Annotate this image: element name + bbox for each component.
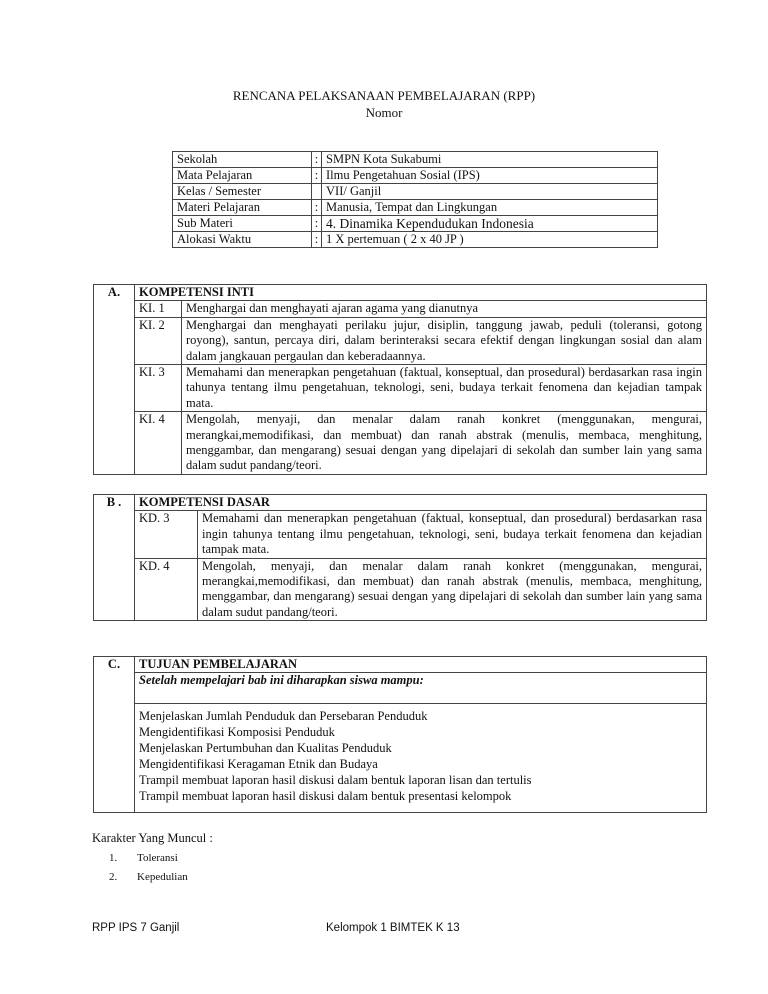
info-separator: : [312, 200, 322, 216]
info-label: Materi Pelajaran [173, 200, 312, 216]
footer-left: RPP IPS 7 Ganjil [92, 922, 180, 934]
info-value: 4. Dinamika Kependudukan Indonesia [322, 216, 658, 232]
list-item [94, 412, 707, 475]
list-item [94, 317, 707, 364]
info-separator: : [312, 216, 322, 232]
info-row [173, 152, 658, 168]
list-item [94, 301, 707, 317]
item-text: Memahami dan menerapkan pengetahuan (faktual, konseptual, dan prosedural) berdasarkan rasa ingin tahunya tentang ilmu pengetahuan, teknologi, seni, budaya terkait fenomena dan kejadian tampak mata. [198, 511, 707, 558]
list-item: Trampil membuat laporan hasil diskusi dalam bentuk laporan lisan dan tertulis [139, 773, 532, 788]
item-text: Memahami dan menerapkan pengetahuan (faktual, konseptual, dan prosedural) berdasarkan rasa ingin tahunya tentang ilmu pengetahuan, teknologi, seni, budaya terkait fenomena dan kejadian tampak mata. [182, 365, 707, 412]
objectives-list [135, 704, 707, 813]
info-row [173, 168, 658, 184]
info-label: Mata Pelajaran [173, 168, 312, 184]
info-separator: : [312, 152, 322, 168]
section-kompetensi-inti [93, 284, 707, 475]
item-number: 2. [109, 871, 118, 883]
list-item [94, 558, 707, 621]
section-kompetensi-dasar [93, 494, 707, 621]
info-label: Kelas / Semester [173, 184, 312, 200]
list-item [109, 849, 188, 868]
item-text: Kepedulian [137, 871, 188, 883]
item-text: Toleransi [137, 852, 178, 864]
document-header [0, 87, 768, 121]
karakter-heading: Karakter Yang Muncul : [92, 831, 213, 845]
info-value: SMPN Kota Sukabumi [322, 152, 658, 168]
item-code: KD. 3 [135, 511, 198, 558]
item-code: KI. 1 [135, 301, 182, 317]
section-letter: B . [94, 495, 135, 511]
list-item [109, 868, 188, 887]
info-label: Sub Materi [173, 216, 312, 232]
document-subtitle: Nomor [365, 105, 403, 120]
info-separator: : [312, 232, 322, 248]
section-title: KOMPETENSI DASAR [135, 495, 707, 511]
section-title: KOMPETENSI INTI [135, 285, 707, 301]
info-value: VII/ Ganjil [322, 184, 658, 200]
item-code: KI. 4 [135, 412, 182, 475]
section-title: TUJUAN PEMBELAJARAN [135, 657, 707, 673]
item-text: Menghargai dan menghayati perilaku jujur, disiplin, tanggung jawab, peduli (toleransi, gotong royong), santun, percaya diri, dalam berinteraksi secara efektif dengan lingkungan sosial dan alam dalam jangkauan pergaulan dan keberadaannya. [182, 317, 707, 364]
list-item [94, 365, 707, 412]
info-row [173, 216, 658, 232]
item-code: KI. 2 [135, 317, 182, 364]
info-row [173, 184, 658, 200]
list-item [94, 511, 707, 558]
karakter-list [109, 849, 188, 887]
document-title: RENCANA PELAKSANAAN PEMBELAJARAN (RPP) [232, 88, 536, 103]
info-label: Alokasi Waktu [173, 232, 312, 248]
info-value: Manusia, Tempat dan Lingkungan [322, 200, 658, 216]
item-code: KI. 3 [135, 365, 182, 412]
info-row [173, 200, 658, 216]
item-number: 1. [109, 852, 118, 864]
info-separator: : [312, 168, 322, 184]
info-value: Ilmu Pengetahuan Sosial (IPS) [322, 168, 658, 184]
info-table [172, 151, 658, 248]
item-text: Menghargai dan menghayati ajaran agama yang dianutnya [182, 301, 707, 317]
list-item: Mengidentifikasi Komposisi Penduduk [139, 725, 335, 740]
list-item: Trampil membuat laporan hasil diskusi dalam bentuk presentasi kelompok [139, 789, 512, 804]
section-letter: A. [94, 285, 135, 301]
section-letter: C. [94, 657, 135, 673]
item-code: KD. 4 [135, 558, 198, 621]
footer-center: Kelompok 1 BIMTEK K 13 [326, 922, 460, 934]
section-intro: Setelah mempelajari bab ini diharapkan siswa mampu: [139, 673, 424, 688]
list-item: Menjelaskan Pertumbuhan dan Kualitas Penduduk [139, 741, 392, 756]
item-text: Mengolah, menyaji, dan menalar dalam ranah konkret (menggunakan, mengurai, merangkai,memodifikasi, dan membuat) dan ranah abstrak (menulis, membaca, menghitung, menggambar, dan mengarang) sesuai dengan yang dipelajari di sekolah dan sumber lain yang sama dalam sudut pandang/teori. [198, 558, 707, 621]
info-row [173, 232, 658, 248]
info-separator [312, 184, 322, 200]
section-tujuan-pembelajaran [93, 656, 707, 813]
info-value: 1 X pertemuan ( 2 x 40 JP ) [322, 232, 658, 248]
list-item: Menjelaskan Jumlah Penduduk dan Persebaran Penduduk [139, 709, 428, 724]
list-item: Mengidentifikasi Keragaman Etnik dan Budaya [139, 757, 378, 772]
info-label: Sekolah [173, 152, 312, 168]
item-text: Mengolah, menyaji, dan menalar dalam ranah konkret (menggunakan, mengurai, merangkai,memodifikasi, dan membuat) dan ranah abstrak (menulis, membaca, menghitung, menggambar, dan mengarang) sesuai dengan yang dipelajari di sekolah dan sumber lain yang sama dalam sudut pandang/teori. [182, 412, 707, 475]
